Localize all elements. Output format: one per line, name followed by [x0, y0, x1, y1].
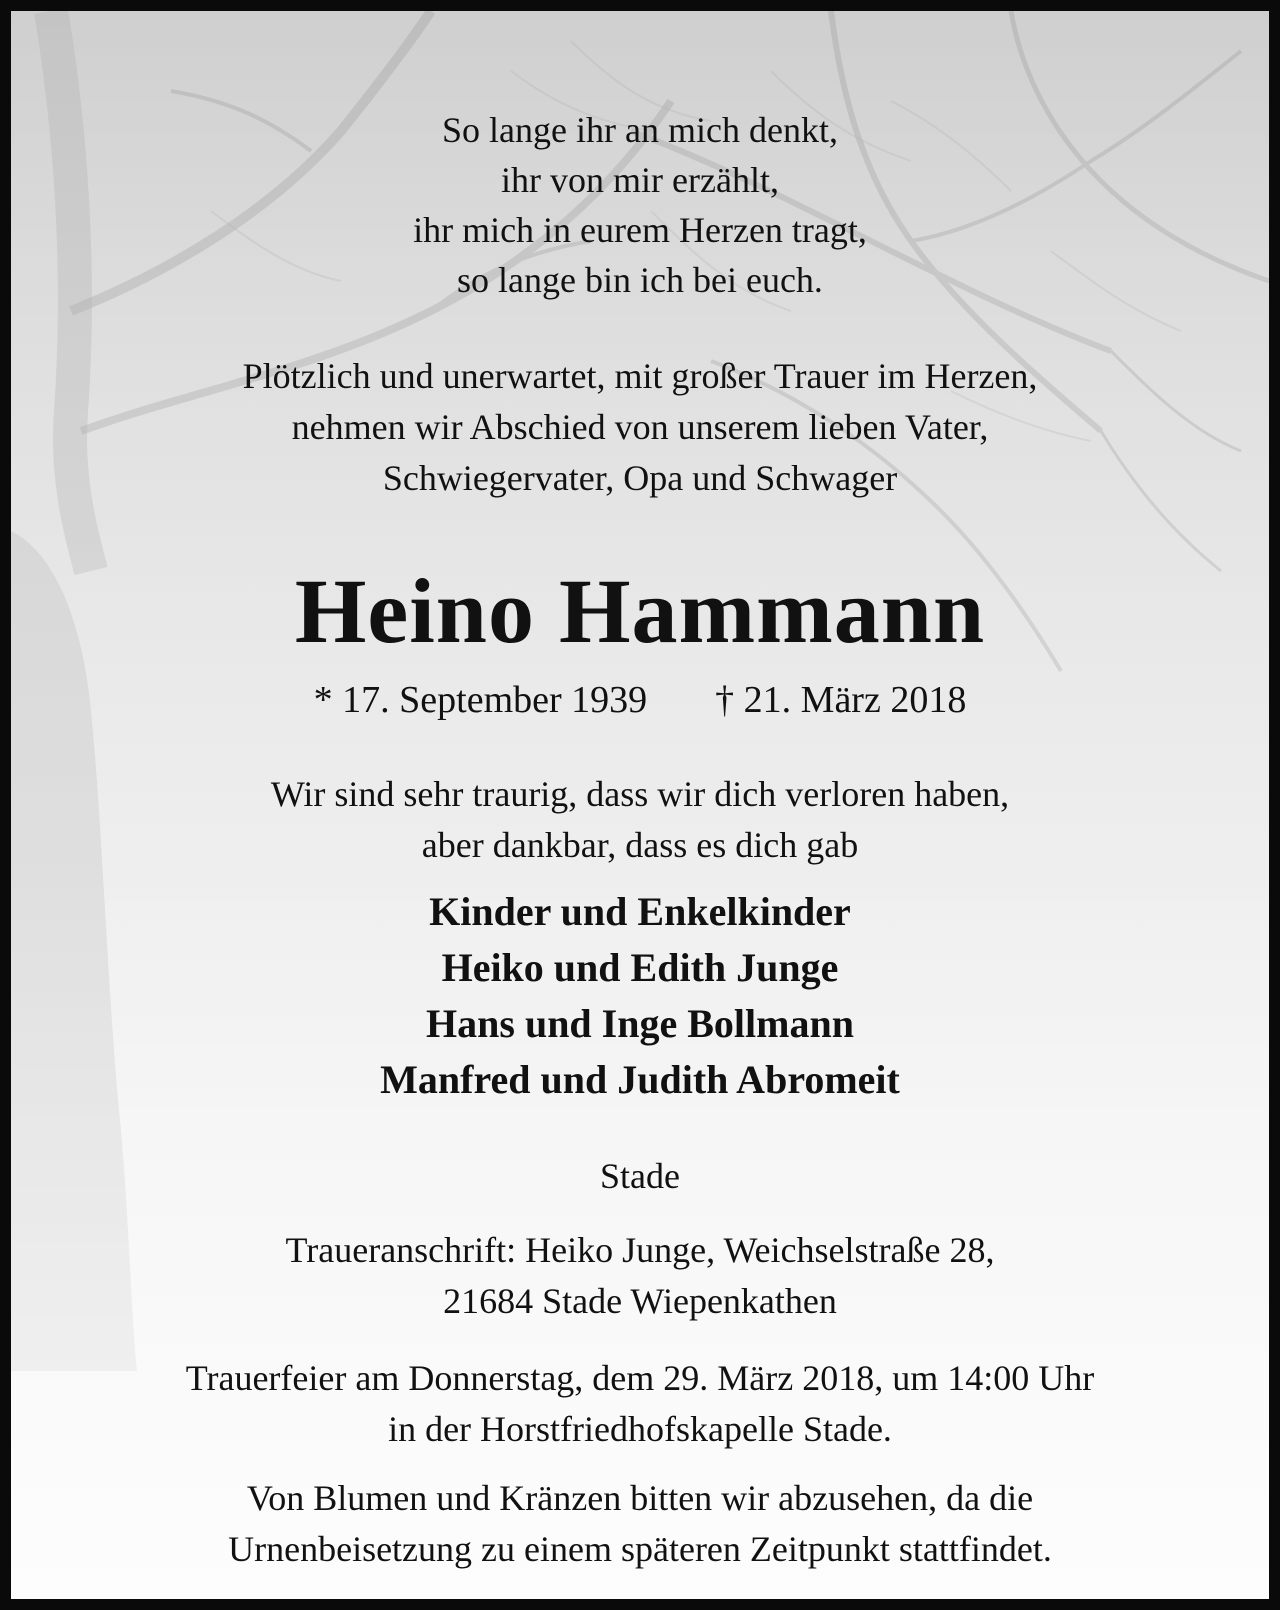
mourner-entry: Hans und Inge Bollmann [426, 1001, 854, 1046]
farewell-line: Wir sind sehr traurig, dass wir dich verloren haben, [270, 774, 1010, 814]
mourner-entry: Kinder und Enkelkinder [429, 889, 851, 934]
farewell-line: aber dankbar, dass es dich gab [421, 825, 859, 865]
flowers-line: Von Blumen und Kränzen bitten wir abzusehen, da die [246, 1478, 1034, 1518]
poem-line: So lange ihr an mich denkt, [442, 110, 838, 150]
flowers-line: Urnenbeisetzung zu einem späteren Zeitpunkt stattfindet. [228, 1529, 1052, 1569]
mourners-list [11, 884, 1269, 1108]
deceased-name: Heino Hammann [294, 560, 986, 662]
place: Stade [600, 1156, 680, 1196]
poem-line: ihr von mir erzählt, [501, 160, 779, 200]
mourner-entry: Heiko und Edith Junge [441, 945, 839, 990]
address-line: Traueranschrift: Heiko Junge, Weichselstraße 28, [285, 1230, 995, 1270]
announcement-line: nehmen wir Abschied von unserem lieben Vater, [291, 407, 989, 447]
mourning-address [11, 1225, 1269, 1327]
announcement-line: Schwiegervater, Opa und Schwager [382, 458, 898, 498]
poem-line: so lange bin ich bei euch. [457, 260, 823, 300]
life-dates [11, 675, 1269, 725]
ceremony-line: in der Horstfriedhofskapelle Stade. [388, 1409, 892, 1449]
birth-date: * 17. September 1939 [313, 679, 648, 721]
announcement-line: Plötzlich und unerwartet, mit großer Trauer im Herzen, [242, 356, 1038, 396]
poem-line: ihr mich in eurem Herzen tragt, [413, 210, 867, 250]
funeral-ceremony-info [11, 1353, 1269, 1455]
death-date: † 21. März 2018 [715, 679, 967, 721]
poem-verse [11, 105, 1269, 305]
ceremony-line: Trauerfeier am Donnerstag, dem 29. März 2018, um 14:00 Uhr [185, 1358, 1095, 1398]
address-line: 21684 Stade Wiepenkathen [443, 1281, 837, 1321]
flowers-request [11, 1473, 1269, 1575]
farewell-text [11, 769, 1269, 871]
mourner-entry: Manfred und Judith Abromeit [380, 1057, 900, 1102]
announcement-text [11, 351, 1269, 504]
